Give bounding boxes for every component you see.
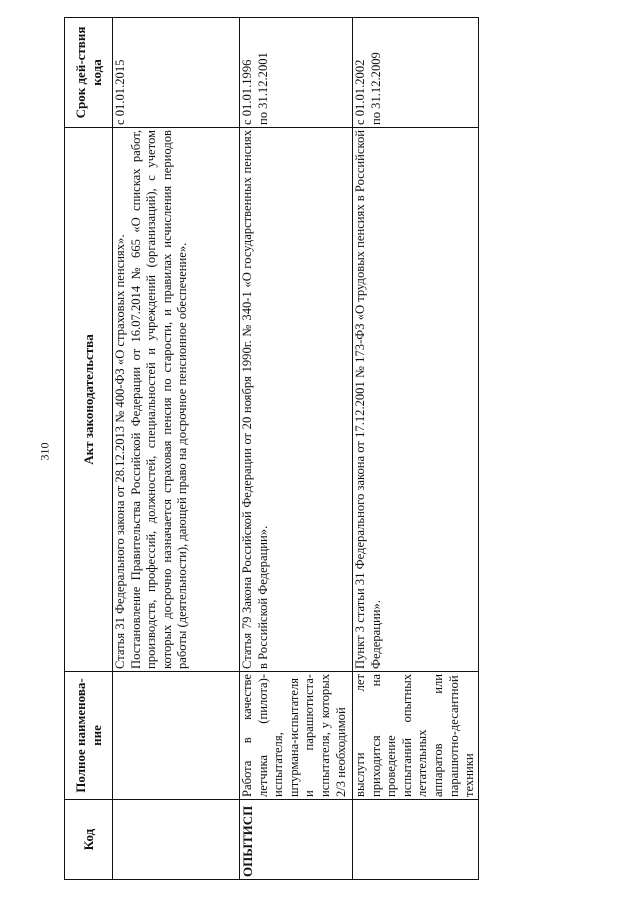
term-cell: [113, 18, 240, 128]
act-cell: [240, 128, 353, 672]
act-paragraph: Пункт 3 статьи 31 Федерального закона от 17.12.2001 № 173-ФЗ «О трудовых пенсиях в Российской Федерации».: [353, 130, 383, 669]
term-start: с 01.01.2002: [353, 59, 367, 125]
term-end: по 31.12.2009: [368, 52, 383, 125]
page-number: 310: [37, 442, 52, 461]
code-cell: [353, 800, 479, 880]
code-cell: [113, 800, 240, 880]
act-cell: [353, 128, 479, 672]
name-cell: [113, 672, 240, 800]
rotated-table-container: [64, 18, 477, 880]
header-legislation-act: Акт законодательства: [65, 128, 113, 672]
term-start: с 01.01.1996: [240, 59, 254, 125]
act-paragraph: Постановление Правительства Российской Федерации от 16.07.2014 № 665 «О списках работ, производств, профессий, должностей, специальностей и учреждений (организаций), с учетом которых досрочно назначается страховая пенсия по старости, и правилах исчисления периодов работы (деятельности), дающей право на досрочное пенсионное обеспечение».: [128, 130, 190, 669]
table-row: [240, 18, 353, 880]
table-row: [353, 18, 479, 880]
legislation-code-table: [64, 17, 479, 880]
name-cell: Работа в качестве летчика (пилота)-испытателя, штурмана-испытателя и парашютиста-испытателя, у которых 2/3 необходимой: [240, 672, 353, 800]
act-paragraph: Статья 79 Закона Российской Федерации от 20 ноября 1990г. № 340-1 «О государственных пенсиях в Российской Федерации».: [240, 130, 270, 669]
code-cell: ОПЫТИСП: [240, 800, 353, 880]
term-end: по 31.12.2001: [255, 52, 270, 125]
term-cell: [353, 18, 479, 128]
act-paragraph: Статья 31 Федерального закона от 28.12.2013 № 400-ФЗ «О страховых пенсиях».: [113, 234, 127, 669]
term-cell: [240, 18, 353, 128]
act-cell: [113, 128, 240, 672]
header-code: Код: [65, 800, 113, 880]
table-row: [113, 18, 240, 880]
name-cell: выслуги лет приходится на проведение испытаний опытных летательных аппаратов или парашютно-десантной техники: [353, 672, 479, 800]
header-code-validity: Срок дей-ствия кода: [65, 18, 113, 128]
table-header-row: [65, 18, 113, 880]
header-full-name: Полное наименова-ние: [65, 672, 113, 800]
term-start: с 01.01.2015: [113, 59, 127, 125]
